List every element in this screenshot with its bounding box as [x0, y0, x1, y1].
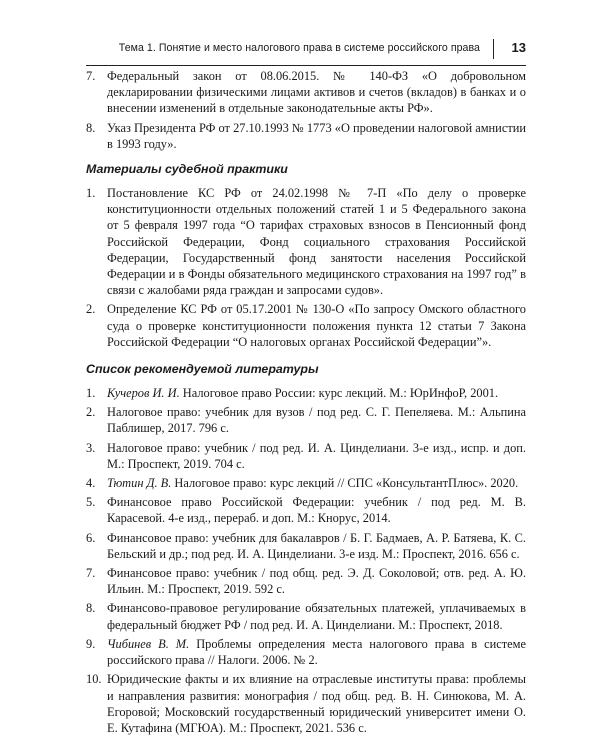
section-title-judicial-practice: Материалы судебной практики: [86, 162, 288, 177]
list-item: [86, 301, 526, 350]
item-text: Налоговое право: курс лекций // СПС «КонсультантПлюс». 2020.: [171, 476, 519, 491]
list-item: [86, 185, 526, 298]
list-item: [86, 600, 526, 632]
item-number: 2.: [86, 405, 96, 420]
item-number: 7.: [86, 566, 96, 581]
list-item: [86, 671, 526, 736]
item-text: Налоговое право: учебник / под ред. И. А. Цинделиани. 3-е изд., испр. и доп. М.: Проспект, 2019. 704 с.: [107, 440, 526, 471]
item-number: 7.: [86, 69, 96, 83]
item-text: Проблемы определения места налогового права в системе российского права // Налоги. 2006. № 2.: [107, 636, 526, 668]
item-number: 6.: [86, 530, 96, 545]
item-text: Указ Президента РФ от 27.10.1993 № 1773 «О проведении налоговой амнистии в 1993 году».: [107, 120, 526, 151]
item-author: Чибинев В. М.: [107, 636, 190, 651]
item-author: Тютин Д. В.: [107, 476, 172, 491]
list-item: [86, 440, 526, 472]
page-number: 13: [511, 40, 526, 55]
item-text: Финансовое право Российской Федерации: учебник / под ред. М. В. Карасевой. 4-е изд., перераб. и доп. М.: Кнорус, 2014.: [107, 495, 526, 526]
item-text: Налоговое право: учебник для вузов / под ред. С. Г. Пепеляева. М.: Альпина Паблишер, 2017. 796 с.: [107, 405, 526, 436]
list-item: [86, 636, 526, 668]
item-text: Постановление КС РФ от 24.02.1998 № 7-П «По делу о проверке конституционности отдельных положений статей 1 и 5 Федерального закона от 5 февраля 1997 года “О тарифах страховых взносов в Пенсионный фонд Российской Федерации, Фонд социального страхования Российской Федерации, Государственный фонд занятости населения Российской Федерации и в Фонды обязательного медицинского страхования на 1997 год” в связи с жалобами ряда граждан и запросами судов».: [107, 186, 526, 298]
list-item: [86, 385, 526, 401]
item-number: 3.: [86, 440, 96, 455]
item-text: Определение КС РФ от 05.17.2001 № 130-О «По запросу Омского областного суда о проверке конституционности положения пункта 12 статьи 7 Закона Российской Федерации “О налоговых органах Российской Федерации”».: [107, 302, 526, 349]
item-text: Финансовое право: учебник / под общ. ред. Э. Д. Соколовой; отв. ред. А. Ю. Ильин. М.: Проспект, 2019. 592 с.: [107, 566, 526, 597]
item-number: 5.: [86, 495, 96, 510]
item-author: Кучеров И. И.: [107, 386, 180, 401]
list-item: [86, 494, 526, 526]
item-number: 8.: [86, 120, 96, 135]
item-number: 1.: [86, 186, 96, 201]
item-number: 1.: [86, 386, 96, 401]
item-number: 2.: [86, 302, 96, 317]
list-item: [86, 404, 526, 436]
legal-acts-list: [86, 68, 526, 152]
list-item: [86, 565, 526, 597]
running-header: [86, 39, 526, 66]
item-text: Налоговое право России: курс лекций. М.: ЮрИнфоР, 2001.: [179, 386, 499, 401]
list-item: [86, 68, 526, 117]
literature-list: [86, 385, 526, 736]
section-title-literature: Список рекомендуемой литературы: [86, 362, 319, 377]
item-text: Финансовое право: учебник для бакалавров / Б. Г. Бадмаев, А. Р. Батяева, К. С. Бельский и др.; под ред. И. А. Цинделиани. 3-е изд. М.: Проспект, 2016. 656 с.: [107, 530, 526, 561]
judicial-practice-list: [86, 185, 526, 350]
item-text: Федеральный закон от 08.06.2015. № 140-ФЗ «О добровольном декларировании физическими лицами активов и счетов (вкладов) в банках и о внесении изменений в отдельные законодательные акты РФ».: [107, 69, 526, 116]
list-item: [86, 530, 526, 562]
list-item: [86, 120, 526, 152]
item-number: 9.: [86, 636, 96, 651]
header-separator: [493, 39, 494, 59]
page-content: [86, 68, 526, 739]
item-number: 10.: [86, 672, 102, 687]
item-number: 4.: [86, 476, 96, 491]
item-text: Юридические факты и их влияние на отраслевые институты права: проблемы и направления развития: монография / под общ. ред. В. Н. Синюкова, М. А. Егоровой; Московский государственный юридический университет имени О. Е. Кутафина (МГЮА). М.: Проспект, 2021. 536 с.: [107, 672, 526, 735]
list-item: [86, 475, 526, 491]
running-header-title: Тема 1. Понятие и место налогового права в системе российского права: [118, 42, 480, 54]
item-text: Финансово-правовое регулирование обязательных платежей, уплачиваемых в федеральный бюджет РФ / под ред. И. А. Цинделиани. М.: Проспект, 2018.: [107, 601, 526, 632]
item-number: 8.: [86, 601, 96, 616]
